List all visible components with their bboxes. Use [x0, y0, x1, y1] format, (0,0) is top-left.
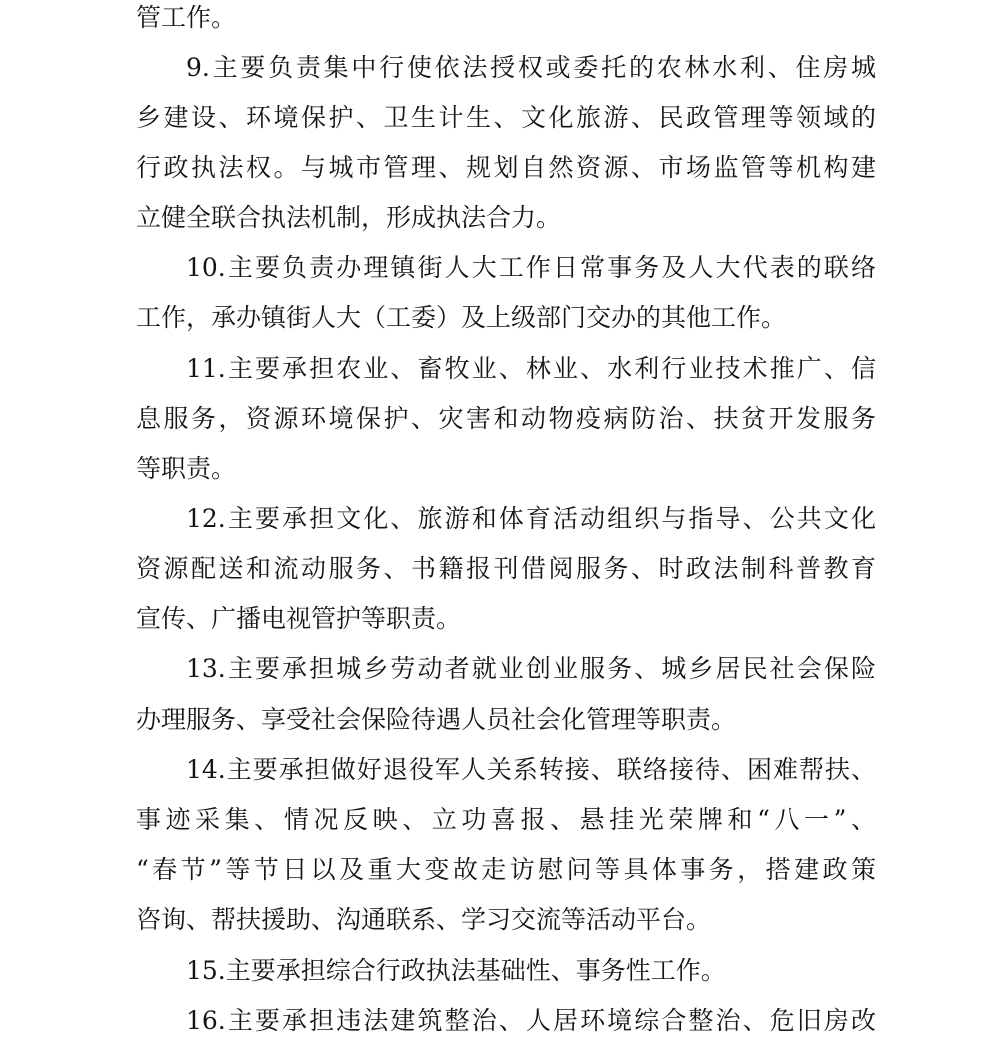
- paragraph-11-line-1: 11.主要承担农业、畜牧业、林业、水利行业技术推广、信: [186, 354, 876, 383]
- text-line: 管工作。: [136, 3, 237, 32]
- paragraph-9-line-1: 9.主要负责集中行使依法授权或委托的农林水利、住房城: [186, 53, 876, 82]
- paragraph-13-line-2: 办理服务、享受社会保险待遇人员社会化管理等职责。: [136, 705, 737, 734]
- paragraph-10-line-1: 10.主要负责办理镇街人大工作日常事务及人大代表的联络: [186, 253, 876, 282]
- paragraph-11-line-2: 息服务，资源环境保护、灾害和动物疫病防治、扶贫开发服务: [136, 404, 876, 433]
- paragraph-14-line-3: “春节”等节日以及重大变故走访慰问等具体事务，搭建政策: [136, 855, 876, 884]
- paragraph-9-line-3: 行政执法权。与城市管理、规划自然资源、市场监管等机构建: [136, 153, 876, 182]
- paragraph-14-line-2: 事迹采集、情况反映、立功喜报、悬挂光荣牌和“八一”、: [136, 805, 876, 834]
- paragraph-12-line-3: 宣传、广播电视管护等职责。: [136, 604, 462, 633]
- paragraph-11-line-3: 等职责。: [136, 454, 237, 483]
- paragraph-13-line-1: 13.主要承担城乡劳动者就业创业服务、城乡居民社会保险: [186, 654, 876, 683]
- paragraph-9-line-4: 立健全联合执法机制，形成执法合力。: [136, 203, 562, 232]
- paragraph-14-line-1: 14.主要承担做好退役军人关系转接、联络接待、困难帮扶、: [186, 755, 876, 784]
- paragraph-16-line-1: 16.主要承担违法建筑整治、人居环境综合整治、危旧房改: [186, 1006, 876, 1035]
- paragraph-12-line-1: 12.主要承担文化、旅游和体育活动组织与指导、公共文化: [186, 504, 876, 533]
- paragraph-10-line-2: 工作，承办镇街人大（工委）及上级部门交办的其他工作。: [136, 303, 787, 332]
- paragraph-14-line-4: 咨询、帮扶援助、沟通联系、学习交流等活动平台。: [136, 905, 712, 934]
- paragraph-9-line-2: 乡建设、环境保护、卫生计生、文化旅游、民政管理等领域的: [136, 103, 876, 132]
- paragraph-15-line-1: 15.主要承担综合行政执法基础性、事务性工作。: [186, 956, 726, 985]
- paragraph-12-line-2: 资源配送和流动服务、书籍报刊借阅服务、时政法制科普教育: [136, 554, 876, 583]
